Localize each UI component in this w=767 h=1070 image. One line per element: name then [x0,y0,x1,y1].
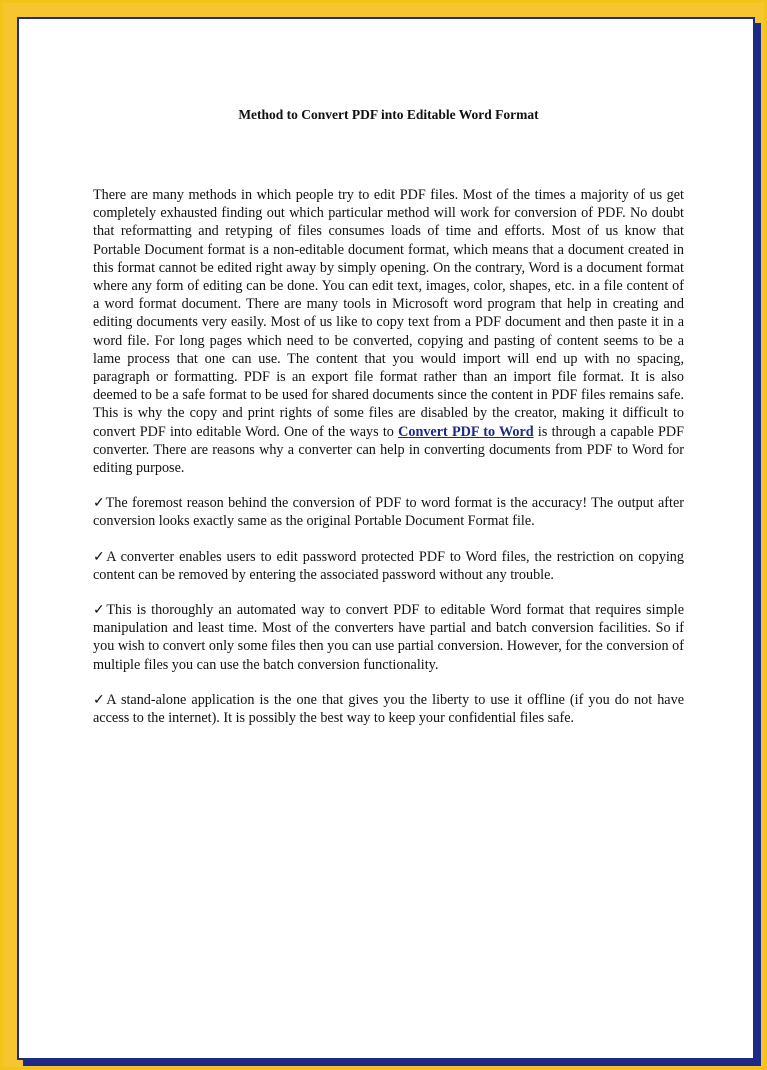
intro-text-before-link: There are many methods in which people try to edit PDF files. Most of the times a majority of us get completely exhausted finding out which particular method will work for conversion of PDF. No doubt that reformatting and retyping of files consumes loads of time and efforts. Most of us know that Portable Document format is a non-editable document format, which means that a document created in this format cannot be edited right away by simply opening. On the contrary, Word is a document format where any form of editing can be done. You can edit text, images, color, shapes, etc. in a file content of a word format document. There are many tools in Microsoft word program that help in creating and editing documents very easily. Most of us like to copy text from a PDF document and then paste it in a word file. For long pages which need to be converted, copying and pasting of content seems to be a lame process that one can use. The content that you would import will end up with no spacing, paragraph or formatting. PDF is an export file format rather than an import file format. It is also deemed to be a safe format to be used for shared documents since the content in PDF files remains safe. This is why the copy and print rights of some files are disabled by the creator, making it difficult to convert PDF into editable Word. One of the ways to [93,187,684,440]
intro-paragraph [93,186,684,477]
bullet-paragraph-3: ✓This is thoroughly an automated way to convert PDF to editable Word format that requires simple manipulation and least time. Most of the converters have partial and batch conversion facilities. So if you wish to convert only some files then you can use partial conversion. However, for the conversion of multiple files you can use the batch conversion functionality. [93,602,684,673]
document-title: Method to Convert PDF into Editable Word Format [238,107,539,122]
bullet-paragraph-2: ✓A converter enables users to edit password protected PDF to Word files, the restriction on copying content can be removed by entering the associated password without any trouble. [93,548,684,583]
bullet-paragraph-1: ✓The foremost reason behind the conversion of PDF to word format is the accuracy! The output after conversion looks exactly same as the original Portable Document Format file. [93,495,684,530]
convert-pdf-to-word-link[interactable]: Convert PDF to Word [398,423,534,440]
document-body [93,186,684,744]
document-page [17,17,755,1060]
intro-text-after-link: is through a capable PDF converter. There are reasons why a converter can help in converting documents from PDF to Word for editing purpose. [93,423,684,477]
bullet-paragraph-4: ✓A stand-alone application is the one that gives you the liberty to use it offline (if you do not have access to the internet). It is possibly the best way to keep your confidential files safe. [93,691,684,727]
